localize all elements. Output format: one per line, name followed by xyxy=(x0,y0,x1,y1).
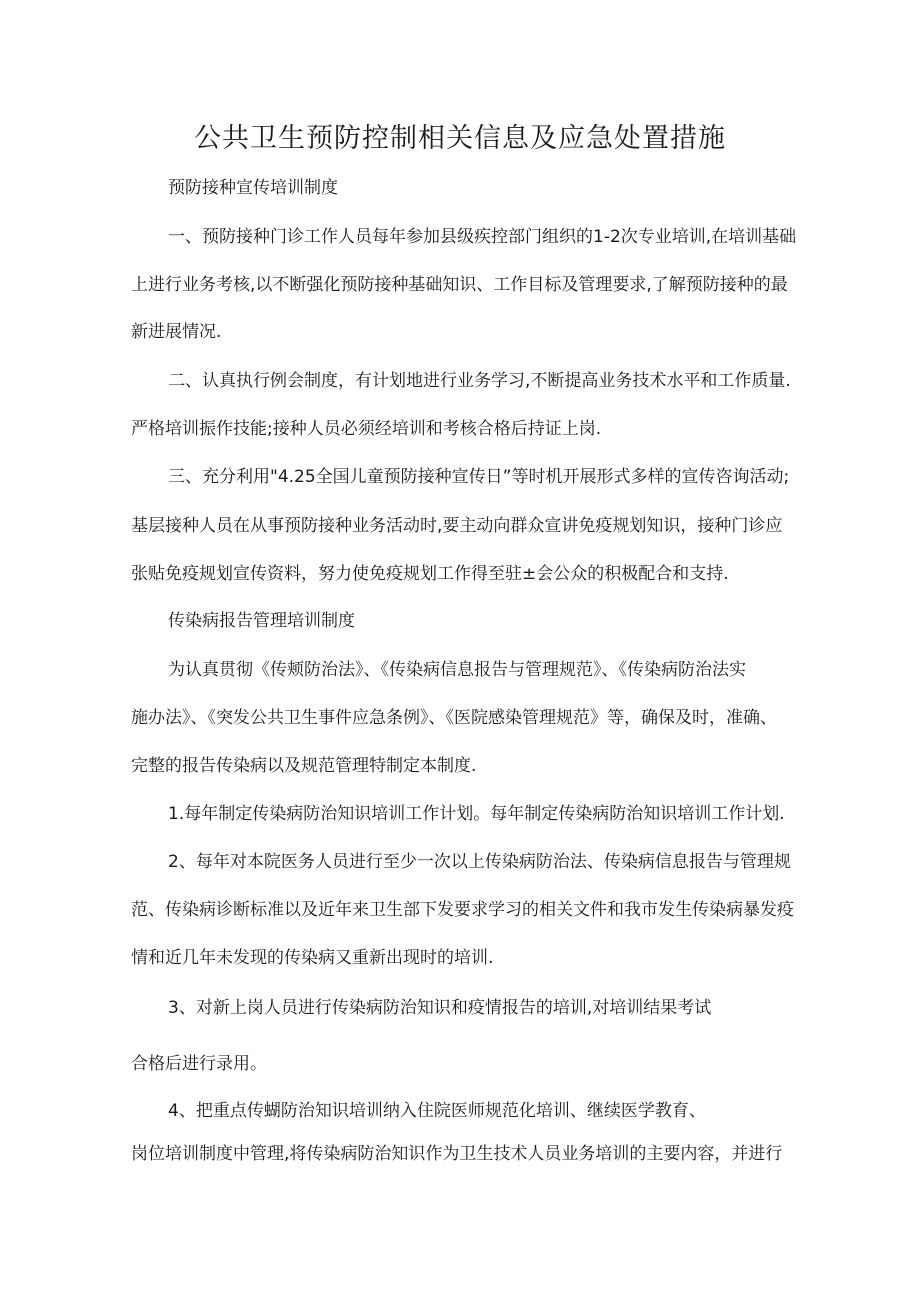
paragraph-line: 一、预防接种门诊工作人员每年参加县级疾控部门组织的1-2次专业培训,在培训基础 xyxy=(168,227,797,247)
paragraph-line: 基层接种人员在从事预防接种业务活动时,要主动向群众宣讲免疫规划知识，接种门诊应 xyxy=(131,516,783,536)
paragraph-line: 施办法》、《突发公共卫生事件应急条例》、《医院感染管理规范》等，确保及时，准确、 xyxy=(131,708,777,728)
paragraph-line: 完整的报告传染病以及规范管理特制定本制度. xyxy=(131,756,477,776)
paragraph-line: 情和近几年未发现的传染病又重新出现时的培训. xyxy=(131,948,494,968)
paragraph-line: 为认真贯彻《传颊防治法》、《传染病信息报告与管理规范》、《传染病防治法实 xyxy=(168,660,746,680)
paragraph-line: 1.每年制定传染病防治知识培训工作计划。每年制定传染病防治知识培训工作计划. xyxy=(168,804,785,824)
paragraph-line: 三、充分利用"4.25全国儿童预防接种宣传日”等时机开展形式多样的宣传咨询活动; xyxy=(168,467,790,487)
paragraph-line: 严格培训振作技能;接种人员必须经培训和考核合格后持证上岗. xyxy=(131,419,602,439)
paragraph-line: 3、对新上岗人员进行传染病防治知识和疫情报告的培训,对培训结果考试 xyxy=(168,998,712,1018)
paragraph-line: 2、每年对本院医务人员进行至少一次以上传染病防治法、传染病信息报告与管理规 xyxy=(168,852,791,872)
paragraph-line: 新进展情况. xyxy=(131,322,222,342)
paragraph-line: 上进行业务考核,以不断强化预防接种基础知识、工作目标及管理要求,了解预防接种的最 xyxy=(131,275,788,295)
paragraph-line: 4、把重点传蝴防治知识培训纳入住院医师规范化培训、继续医学教育、 xyxy=(168,1101,706,1121)
paragraph-line: 张贴免疫规划宣传资料，努力使免疫规划工作得至驻±会公众的积极配合和支持. xyxy=(131,564,729,584)
paragraph-line: 范、传染病诊断标准以及近年来卫生部下发要求学习的相关文件和我市发生传染病暴发疫 xyxy=(131,900,794,920)
section-heading-vaccination-training: 预防接种宣传培训制度 xyxy=(168,178,338,198)
paragraph-line: 合格后进行录用。 xyxy=(131,1054,267,1074)
document-title: 公共卫生预防控制相关信息及应急处置措施 xyxy=(194,123,726,154)
paragraph-line: 二、认真执行例会制度，有计划地进行业务学习,不断提高业务技术水平和工作质量. xyxy=(168,371,791,391)
paragraph-line: 岗位培训制度中管理,将传染病防治知识作为卫生技术人员业务培训的主要内容，并进行 xyxy=(131,1144,783,1164)
section-heading-infectious-disease-reporting: 传染病报告管理培训制度 xyxy=(168,611,355,631)
